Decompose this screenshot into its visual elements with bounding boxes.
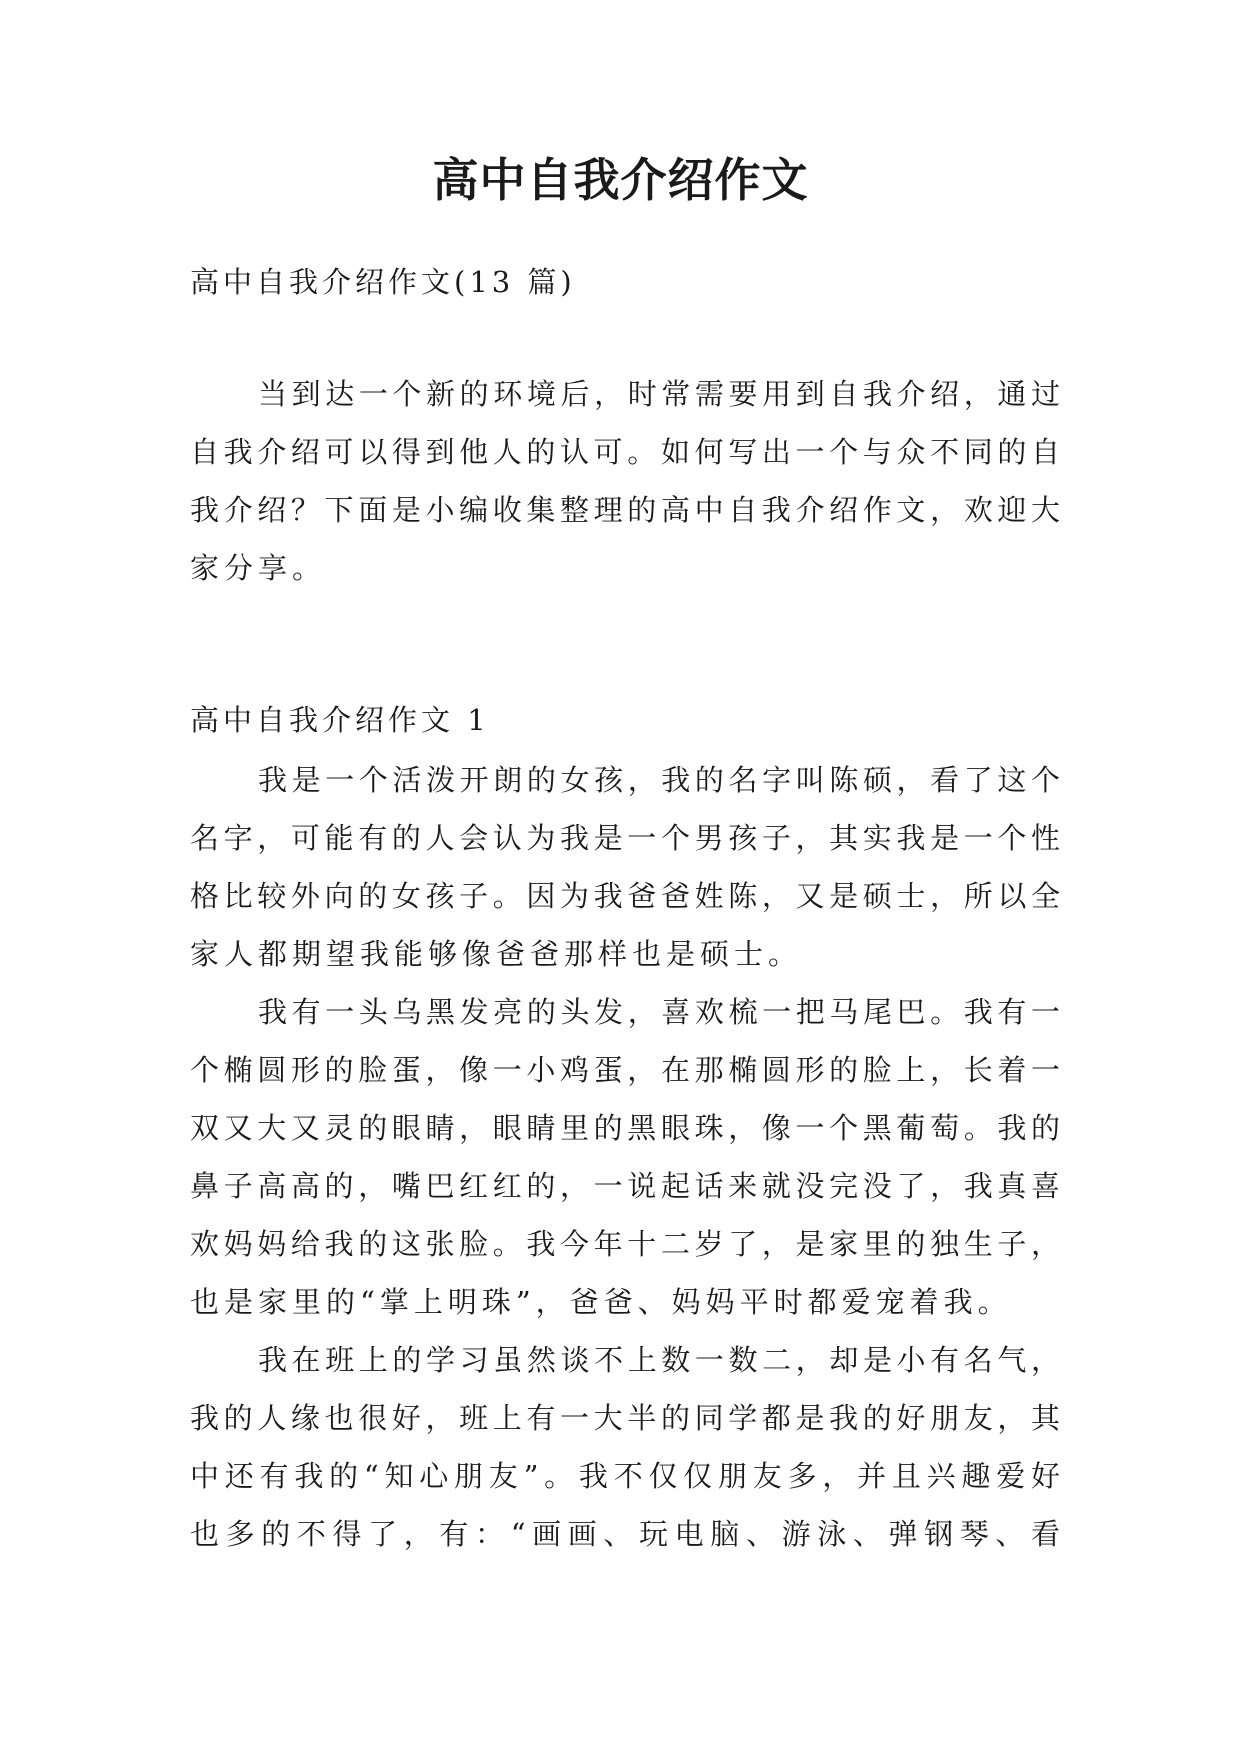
- text-line: 也是家里的“掌上明珠”，爸爸、妈妈平时都爱宠着我。: [190, 1285, 1012, 1319]
- text-line: 中还有我的“知心朋友”。我不仅仅朋友多，并且兴趣爱好: [190, 1459, 1060, 1493]
- text-line: 名字，可能有的人会认为我是一个男孩子，其实我是一个性: [190, 821, 1060, 855]
- text-line: 我的人缘也很好，班上有一大半的同学都是我的好朋友，其: [190, 1401, 1060, 1435]
- text-line: 家人都期望我能够像爸爸那样也是硕士。: [190, 937, 803, 971]
- text-line: 我有一头乌黑发亮的头发，喜欢梳一把马尾巴。我有一: [258, 995, 1060, 1029]
- body-paragraph: [190, 751, 1060, 983]
- document-subtitle: 高中自我介绍作文(13 篇): [190, 265, 576, 299]
- text-line: 也多的不得了，有：“画画、玩电脑、游泳、弹钢琴、看: [190, 1517, 1060, 1551]
- text-line: 格比较外向的女孩子。因为我爸爸姓陈，又是硕士，所以全: [190, 879, 1060, 913]
- body-paragraph: [190, 983, 1060, 1331]
- intro-paragraph: [190, 365, 1060, 597]
- text-line: 我是一个活泼开朗的女孩，我的名字叫陈硕，看了这个: [258, 763, 1060, 797]
- page-title: 高中自我介绍作文: [432, 153, 809, 207]
- text-line: 鼻子高高的，嘴巴红红的，一说起话来就没完没了，我真喜: [190, 1169, 1060, 1203]
- text-line: 当到达一个新的环境后，时常需要用到自我介绍，通过: [258, 377, 1060, 411]
- body-paragraph: [190, 1331, 1060, 1563]
- section-heading: 高中自我介绍作文 1: [190, 703, 490, 737]
- text-line: 家分享。: [190, 551, 327, 585]
- text-line: 欢妈妈给我的这张脸。我今年十二岁了，是家里的独生子，: [190, 1227, 1060, 1261]
- text-line: 双又大又灵的眼睛，眼睛里的黑眼珠，像一个黑葡萄。我的: [190, 1111, 1060, 1145]
- text-line: 个椭圆形的脸蛋，像一小鸡蛋，在那椭圆形的脸上，长着一: [190, 1053, 1060, 1087]
- text-line: 我介绍？下面是小编收集整理的高中自我介绍作文，欢迎大: [190, 493, 1060, 527]
- text-line: 自我介绍可以得到他人的认可。如何写出一个与众不同的自: [190, 435, 1060, 469]
- text-line: 我在班上的学习虽然谈不上数一数二，却是小有名气，: [258, 1343, 1060, 1377]
